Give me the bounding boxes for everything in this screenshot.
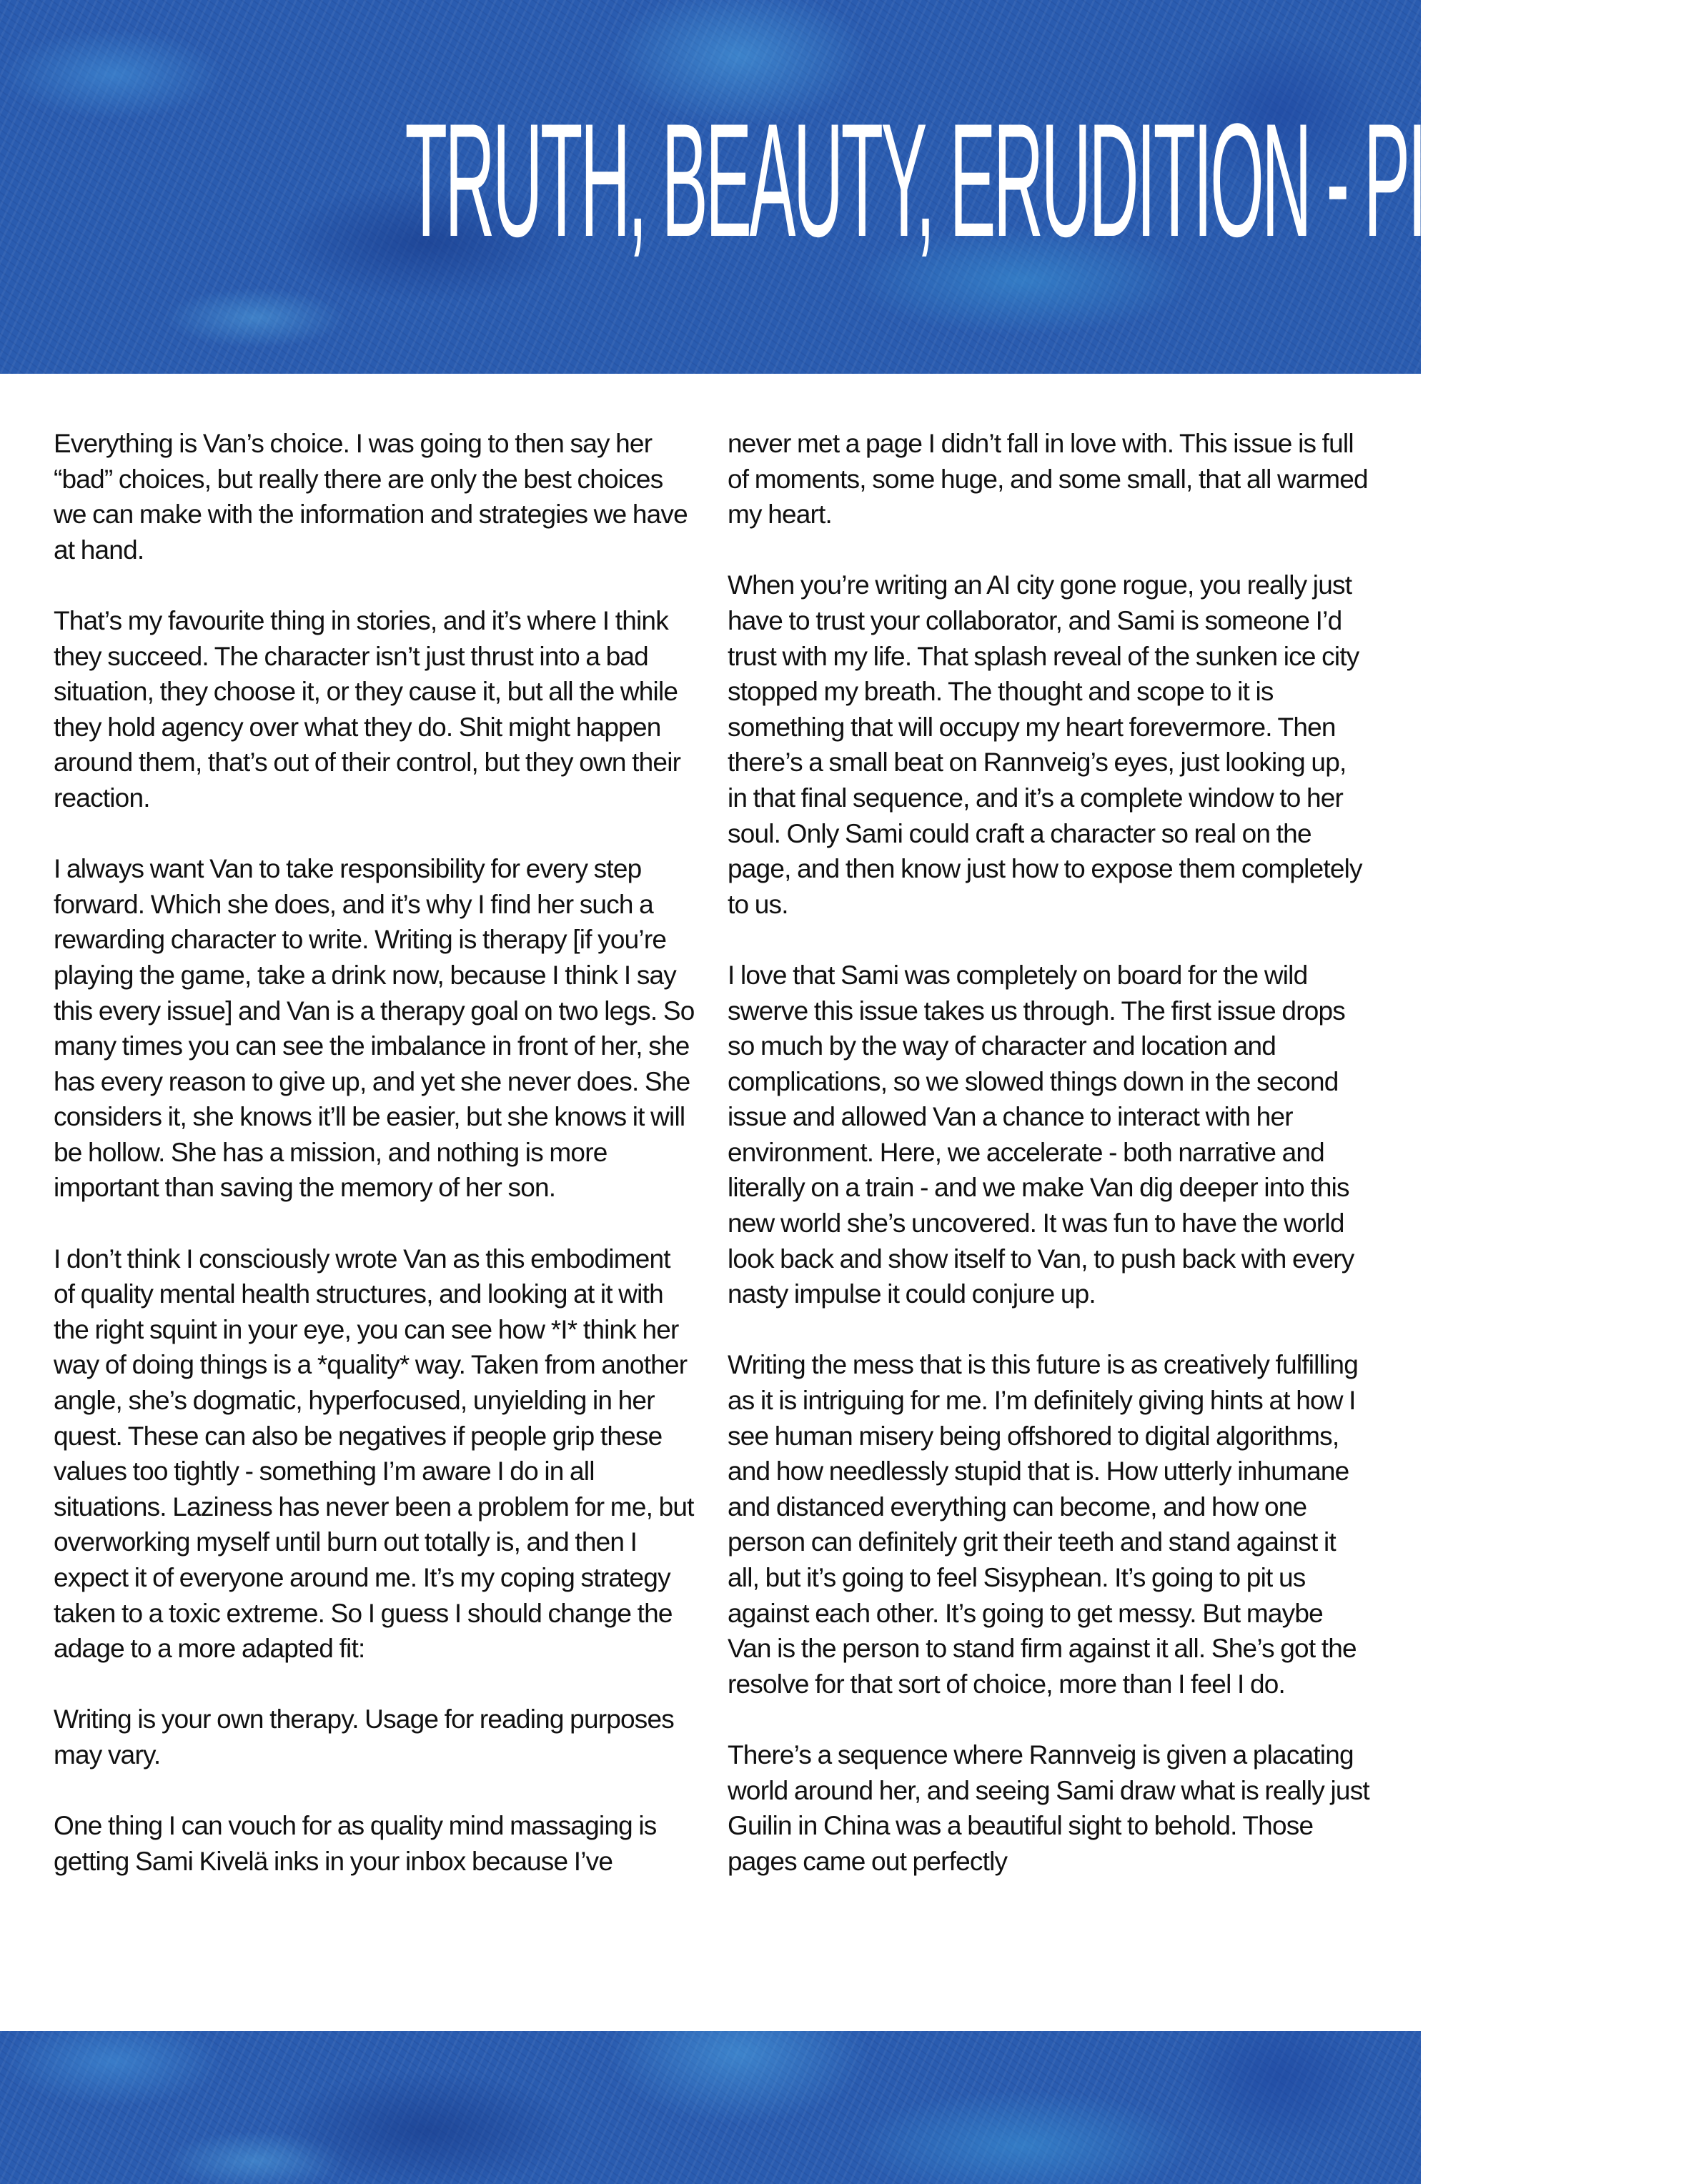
- paragraph: There’s a sequence where Rannveig is given a placating world around her, and seeing Sami draw what is really just Guilin in China was a beautiful sight to behold. Those pages came out perfectly: [728, 1739, 1369, 1876]
- article-right-column: [728, 426, 1371, 1879]
- paragraph: I always want Van to take responsibility for every step forward. Which she does, and it’s why I find her such a rewarding character to write. Writing is therapy [if you’re playing the game, take a drink now, because I think I say this every issue] and Van is a therapy goal on two legs. So many times you can see the imbalance in front of her, she has every reason to give up, and yet she never does. She considers it, she knows it’ll be easier, but she knows it will be hollow. She has a mission, and nothing is more important than saving the memory of her son.: [54, 854, 695, 1203]
- footer-banner: [0, 2031, 1421, 2184]
- article-left-column: [54, 426, 697, 1879]
- paragraph: When you’re writing an AI city gone rogue, you really just have to trust your collaborator, and Sami is someone I’d trust with my life. That splash reveal of the sunken ice city stopped my breath. The thought and scope to it is something that will occupy my heart forevermore. Then there’s a small beat on Rannveig’s eyes, just looking up, in that final sequence, and it’s a complete window to her soul. Only Sami could craft a character so real on the page, and then know just how to expose them completely to us.: [728, 570, 1362, 919]
- paragraph: That’s my favourite thing in stories, and it’s where I think they succeed. The character isn’t just thrust into a bad situation, they choose it, or they cause it, but all the while they hold agency over what they do. Shit might happen around them, that’s out of their control, but they own their reaction.: [54, 605, 681, 813]
- paragraph: Writing the mess that is this future is as creatively fulfilling as it is intriguing for me. I’m definitely giving hints at how I see human misery being offshored to digital algorithms, and how needlessly stupid that is. How utterly inhumane and distanced everything can become, and how one person can definitely grit their teeth and stand against it all, but it’s going to feel Sisyphean. It’s going to pit us against each other. It’s going to get messy. But maybe Van is the person to stand firm against it all. She’s got the resolve for that sort of choice, more than I feel I do.: [728, 1350, 1358, 1699]
- paragraph: Everything is Van’s choice. I was going to then say her “bad” choices, but really there are only the best choices we can make with the information and strategies we have at hand.: [54, 429, 688, 565]
- paragraph: I love that Sami was completely on board for the wild swerve this issue takes us through. The first issue drops so much by the way of character and location and complications, so we slowed things down in the second issue and allowed Van a chance to interact with her environment. Here, we accelerate - both narrative and literally on a train - and we make Van dig deeper into this new world she’s uncovered. It was fun to have the world look back and show itself to Van, to push back with every nasty impulse it could conjure up.: [728, 960, 1354, 1309]
- paragraph: One thing I can vouch for as quality mind massaging is getting Sami Kivelä inks in your inbox because I’ve: [54, 1811, 657, 1876]
- paragraph: Writing is your own therapy. Usage for reading purposes may vary.: [54, 1704, 674, 1769]
- header-banner: [0, 0, 1686, 374]
- paragraph: I don’t think I consciously wrote Van as this embodiment of quality mental health structures, and looking at it with the right squint in your eye, you can see how *I* think her way of doing things is a *quality* way. Taken from another angle, she’s dogmatic, hyperfocused, unyielding in her quest. These can also be negatives if people grip these values too tightly - something I’m aware I do in all situations. Laziness has never been a problem for me, but overworking myself until burn out totally is, and then I expect it of everyone around me. It’s my coping strategy taken to a toxic extreme. So I guess I should change the adage to a more adapted fit:: [54, 1244, 694, 1664]
- paragraph: never met a page I didn’t fall in love with. This issue is full of moments, some huge, and some small, that all warmed my heart.: [728, 429, 1368, 530]
- page-title: TRUTH, BEAUTY, ERUDITION - PICK TWO: [405, 89, 1686, 270]
